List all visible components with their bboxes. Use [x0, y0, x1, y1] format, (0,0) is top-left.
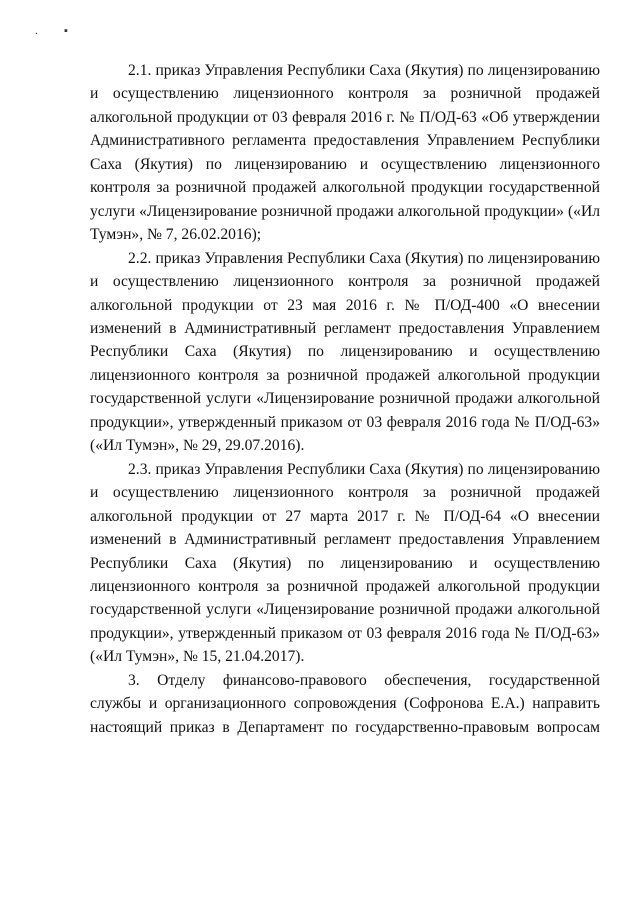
paragraph-2-3: 2.3. приказ Управления Республики Саха (Якутия) по лицензированию и осуществлению лицензионного контроля за розничной продажей алкогольной продукции от 27 марта 2017 г. № П/ОД-64 «О внесении изменений в Административный регламент предоставления Управлением Республики Саха (Якутия) по лицензированию и осуществлению лицензионного контроля за розничной продажей алкогольной продукции государственной услуги «Лицензирование розничной продажи алкогольной продукции», утвержденный приказом от 03 февраля 2016 года № П/ОД-63» («Ил Тумэн», № 15, 21.04.2017).: [90, 460, 600, 666]
paragraph-2-1: 2.1. приказ Управления Республики Саха (Якутия) по лицензированию и осуществлению лицензионного контроля за розничной продажей алкогольной продукции от 03 февраля 2016 г. № П/ОД-63 «Об утверждении Административного регламента предоставления Управлением Республики Саха (Якутия) по лицензированию и осуществлению лицензионного контроля за розничной продажей алкогольной продукции государственной услуги «Лицензирование розничной продажи алкогольной продукции» («Ил Тумэн», № 7, 26.02.2016);: [90, 62, 600, 244]
paragraph-3: 3. Отделу финансово-правового обеспечения, государственной службы и организационного сопровождения (Софронова Е.А.) направить настоящий приказ в Департамент по государственно-правовым вопросам: [90, 671, 600, 736]
document-body: [90, 59, 600, 739]
scan-mark: .: [35, 25, 38, 37]
paragraph-2-2: 2.2. приказ Управления Республики Саха (Якутия) по лицензированию и осуществлению лицензионного контроля за розничной продажей алкогольной продукции от 23 мая 2016 г. № П/ОД-400 «О внесении изменений в Административный регламент предоставления Управлением Республики Саха (Якутия) по лицензированию и осуществлению лицензионного контроля за розничной продажей алкогольной продукции государственной услуги «Лицензирование розничной продажи алкогольной продукции», утвержденный приказом от 03 февраля 2016 года № П/ОД-63» («Ил Тумэн», № 29, 29.07.2016).: [90, 249, 600, 455]
scan-mark: ▪: [64, 25, 68, 37]
